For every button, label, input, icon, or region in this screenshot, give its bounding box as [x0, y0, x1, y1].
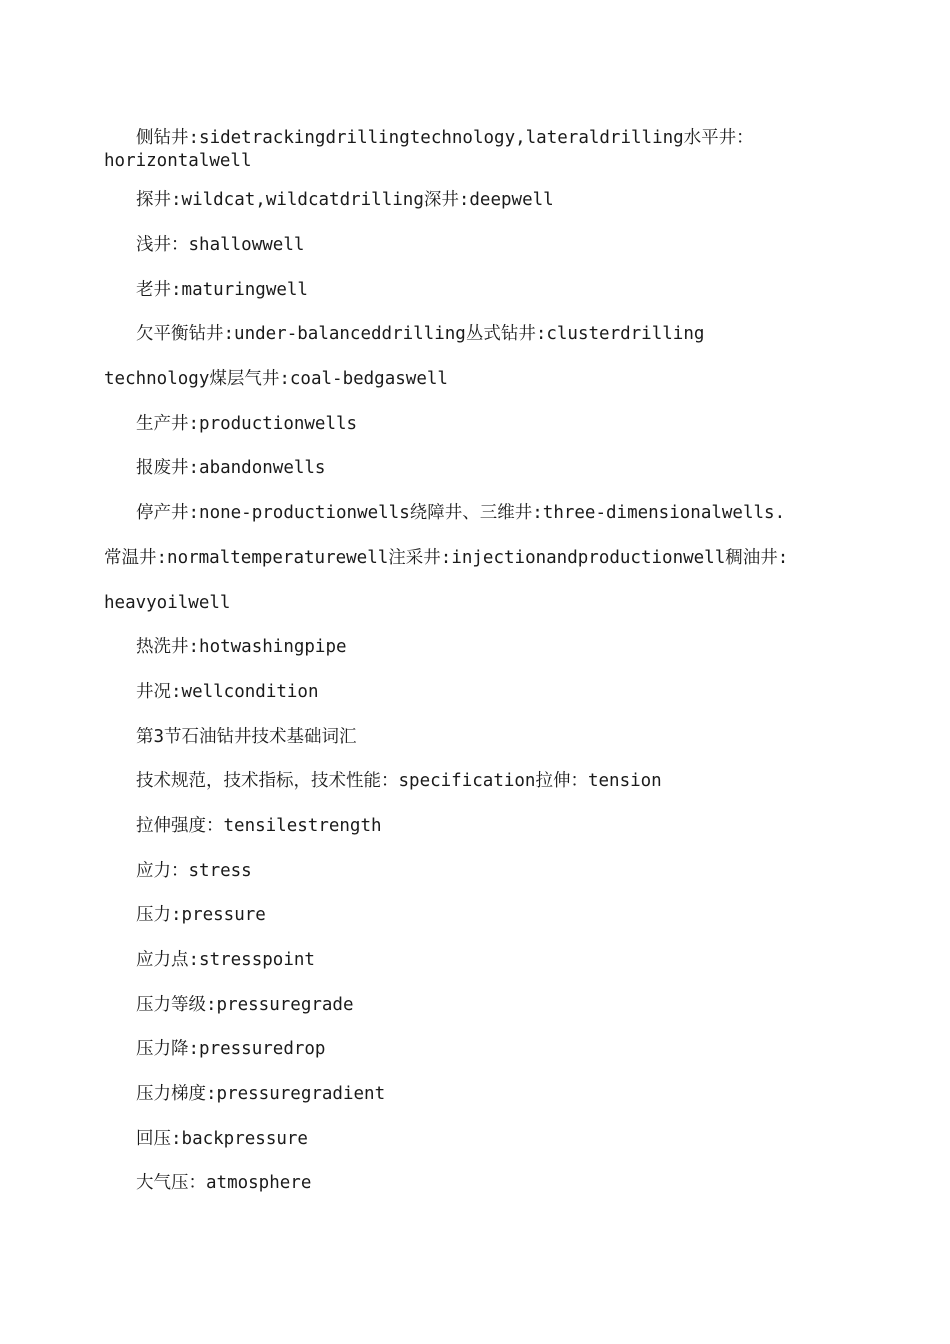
text-line-horizontalwell: horizontalwell [104, 151, 252, 171]
text-line-specification: 技术规范，技术指标，技术性能：specification拉伸：tension [136, 771, 662, 791]
text-line-sidetracking: 侧钻井:sidetrackingdrillingtechnology,lateraldrilling水平井： [136, 128, 754, 148]
text-line-normaltemperature: 常温井:normaltemperaturewell注采井:injectionandproductionwell稠油井: [104, 548, 789, 568]
section-heading: 第3节石油钻井技术基础词汇 [136, 727, 357, 747]
text-line-pressuregradient: 压力梯度:pressuregradient [136, 1084, 386, 1104]
text-line-maturingwell: 老井:maturingwell [136, 280, 308, 300]
text-line-stresspoint: 应力点:stresspoint [136, 950, 315, 970]
text-line-coalbed: technology煤层气井:coal-bedgaswell [104, 369, 448, 389]
text-line-tensilestrength: 拉伸强度：tensilestrength [136, 816, 382, 836]
text-line-abandonwells: 报废井:abandonwells [136, 458, 326, 478]
text-line-underbalanced: 欠平衡钻井:under-balanceddrilling丛式钻井:clusterdrilling [136, 324, 705, 344]
text-line-productionwells: 生产井:productionwells [136, 414, 358, 434]
text-line-wildcat: 探井:wildcat,wildcatdrilling深井:deepwell [136, 190, 554, 210]
text-line-hotwashing: 热洗井:hotwashingpipe [136, 637, 347, 657]
text-line-pressuregrade: 压力等级:pressuregrade [136, 995, 354, 1015]
text-line-wellcondition: 井况:wellcondition [136, 682, 319, 702]
text-line-pressure: 压力:pressure [136, 905, 266, 925]
text-line-pressuredrop: 压力降:pressuredrop [136, 1039, 326, 1059]
text-line-heavyoilwell: heavyoilwell [104, 593, 231, 613]
text-line-backpressure: 回压:backpressure [136, 1129, 308, 1149]
text-line-noneproduction: 停产井:none-productionwells绕障井、三维井:three-dimensionalwells. [136, 503, 786, 523]
text-line-stress: 应力：stress [136, 861, 252, 881]
text-line-atmosphere: 大气压：atmosphere [136, 1173, 312, 1193]
text-line-shallowwell: 浅井：shallowwell [136, 235, 305, 255]
